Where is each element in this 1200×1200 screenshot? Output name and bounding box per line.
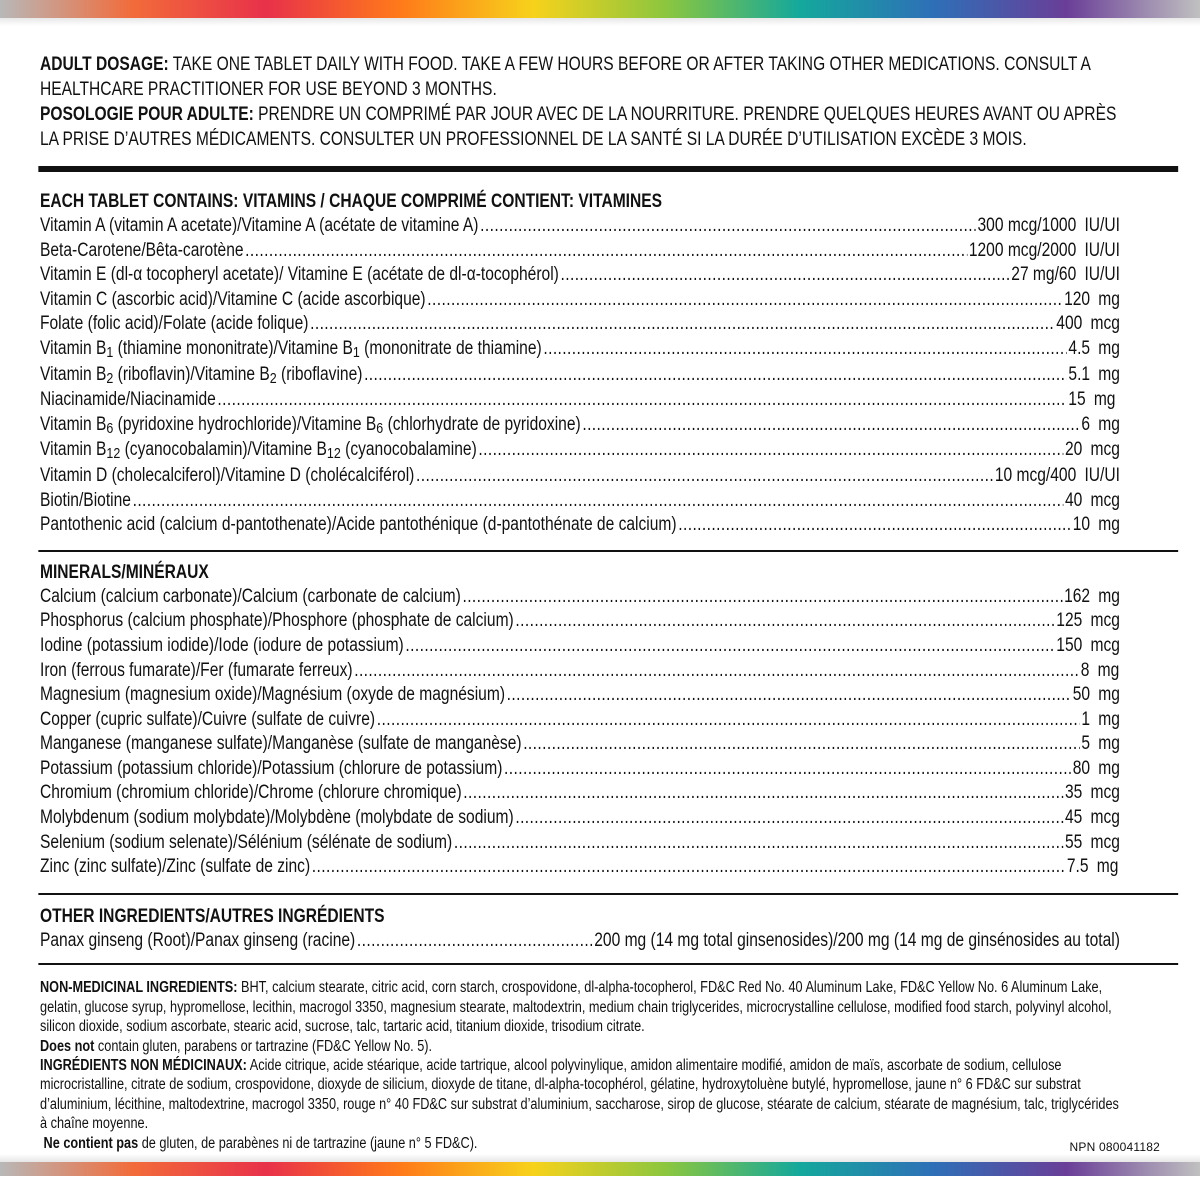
leader-dots: [543, 337, 1066, 362]
minerals-title: MINERALS/MINÉRAUX: [40, 561, 209, 583]
leader-dots: [515, 806, 1063, 831]
leader-dots: [507, 683, 1071, 708]
nonmed-en-free-label: Does not: [40, 1037, 95, 1055]
nutrient-label: Vitamin $B_{12}$ (cyanocobalamin)/Vitamine $B_{12}$ (cyanocobalamine): [40, 439, 477, 463]
leader-dots: [357, 929, 593, 954]
dosage-fr-label: POSOLOGIE POUR ADULTE:: [40, 104, 254, 125]
vitamin-row: [40, 239, 1120, 264]
nutrient-label: Iron (ferrous fumarate)/Fer (fumarate ferreux): [40, 659, 353, 681]
leader-dots: [312, 855, 1065, 880]
nonmed-fr-free-label: Ne contient pas: [43, 1134, 139, 1152]
vitamin-row: [40, 413, 1120, 439]
nonmed-fr-free-text: de gluten, de parabènes ni de tartrazine (jaune n° 5 FD&C).: [138, 1134, 478, 1152]
vitamin-row: [40, 513, 1120, 538]
nutrient-label: Copper (cupric sulfate)/Cuivre (sulfate de cuivre): [40, 708, 376, 730]
other-ingredient-label: Panax ginseng (Root)/Panax ginseng (racine): [40, 929, 356, 951]
leader-dots: [504, 757, 1071, 782]
nutrient-amount: 125: [1056, 610, 1083, 632]
leader-dots: [454, 831, 1063, 856]
non-medicinal-section: [40, 978, 1120, 1153]
dosage-section: [40, 52, 1120, 152]
nutrient-amount: 35: [1064, 782, 1083, 804]
other-ingredient-row: [40, 929, 1120, 954]
nutrient-label: Selenium (sodium selenate)/Sélénium (sélénate de sodium): [40, 831, 453, 853]
other-ingredients-title: OTHER INGREDIENTS/AUTRES INGRÉDIENTS: [40, 905, 385, 927]
rainbow-band-bottom: [0, 1162, 1200, 1176]
other-ingredient-amount: 200 mg (14 mg total ginsenosides)/200 mg (14 mg de ginsénosides au total): [594, 929, 1120, 951]
vitamins-title: EACH TABLET CONTAINS: VITAMINS / CHAQUE COMPRIMÉ CONTIENT: VITAMINES: [40, 191, 663, 212]
npn-number: NPN 080041182: [1069, 1140, 1160, 1154]
nutrient-unit: mg: [1093, 389, 1116, 411]
leader-dots: [678, 513, 1071, 538]
nutrient-unit: mcg: [1090, 610, 1120, 632]
minerals-list: [40, 585, 1120, 880]
nutrient-unit: mg: [1098, 585, 1120, 607]
nutrient-amount: 1: [1081, 708, 1091, 730]
nutrient-unit: mg: [1098, 708, 1120, 730]
nonmed-fr-text: Acide citrique, acide stéarique, acide tartrique, alcool polyvinylique, amidon alimentaire modifié, amidon de maïs, ascorbate de sodium, cellulose microcristalline, citrate de sodium, crospovidone, dioxyde de silicium, dioxyde de titane, dl-alpha-tocophérol, gélatine, hydroxytoluène butylé, hypromellose, jaune n° 6 FD&C sur substrat d’aluminium, lécithine, maltodextrine, macrogol 3350, rouge n° 40 FD&C sur substrat d’aluminium, saccharose, sirop de glucose, stéarate de calcium, stéarate de magnésium, talc, triglycérides à chaîne moyenne.: [40, 1057, 1119, 1133]
nutrient-amount: 162: [1064, 585, 1091, 607]
leader-dots: [560, 263, 1009, 288]
nutrient-amount: 40: [1064, 489, 1083, 511]
nutrient-amount: 15: [1068, 389, 1086, 411]
nutrient-amount: 27 mg/60: [1011, 264, 1077, 286]
nutrient-label: Potassium (potassium chloride)/Potassium (chlorure de potassium): [40, 757, 503, 779]
dosage-en: [40, 52, 1120, 102]
nutrient-unit: mg: [1098, 733, 1120, 755]
nonmed-fr: [40, 1056, 1120, 1134]
nutrient-unit: mcg: [1090, 831, 1120, 853]
nutrient-label: Magnesium (magnesium oxide)/Magnésium (oxyde de magnésium): [40, 684, 506, 706]
nutrient-amount: 5: [1081, 733, 1091, 755]
leader-dots: [310, 312, 1055, 337]
leader-dots: [478, 438, 1063, 463]
vitamin-row: [40, 438, 1120, 464]
nutrient-amount: 50: [1072, 684, 1091, 706]
nutrient-label: Phosphorus (calcium phosphate)/Phosphore (phosphate de calcium): [40, 610, 514, 632]
nutrient-unit: mg: [1096, 856, 1119, 878]
mineral-row: [40, 757, 1120, 782]
mineral-row: [40, 609, 1120, 634]
nutrient-amount: 20: [1064, 439, 1083, 461]
mineral-row: [40, 831, 1120, 856]
nutrient-unit: mg: [1097, 659, 1120, 681]
nutrient-label: Vitamin C (ascorbic acid)/Vitamine C (acide ascorbique): [40, 288, 426, 310]
dosage-fr: [40, 102, 1120, 152]
nutrient-amount: 400: [1056, 313, 1083, 335]
nutrient-label: Vitamin $B_1$ (thiamine mononitrate)/Vitamine $B_1$ (mononitrate de thiamine): [40, 337, 542, 361]
nutrient-unit: IU/UI: [1084, 264, 1120, 286]
leader-dots: [523, 732, 1080, 757]
nutrient-label: Vitamin $B_2$ (riboflavin)/Vitamine $B_2$ (riboflavine): [40, 363, 363, 387]
nutrient-label: Zinc (zinc sulfate)/Zinc (sulfate de zinc): [40, 856, 311, 878]
nutrient-unit: mg: [1098, 337, 1120, 359]
nutrient-amount: 10 mcg/400: [994, 464, 1077, 486]
leader-dots: [377, 708, 1080, 733]
mineral-row: [40, 585, 1120, 610]
nutrient-amount: 80: [1072, 757, 1091, 779]
nutrient-amount: 8: [1080, 659, 1090, 681]
nutrient-unit: IU/UI: [1084, 464, 1120, 486]
leader-dots: [416, 464, 993, 489]
band-top-shadow: [0, 18, 1200, 26]
mineral-row: [40, 781, 1120, 806]
nutrient-label: Chromium (chromium chloride)/Chrome (chlorure chromique): [40, 782, 462, 804]
nutrient-amount: 6: [1081, 413, 1091, 435]
leader-dots: [462, 585, 1062, 610]
leader-dots: [427, 288, 1062, 313]
dosage-en-label: ADULT DOSAGE:: [40, 54, 169, 75]
nutrient-label: Vitamin A (vitamin A acetate)/Vitamine A (acétate de vitamine A): [40, 215, 479, 236]
vitamin-row: [40, 388, 1120, 413]
nonmed-en: [40, 978, 1120, 1036]
vitamin-row: [40, 489, 1120, 514]
nonmed-fr-label: INGRÉDIENTS NON MÉDICINAUX:: [40, 1057, 247, 1075]
nonmed-en-text: BHT, calcium stearate, citric acid, corn starch, crospovidone, dl-alpha-tocopherol, FD&C Red No. 40 Aluminum Lake, FD&C Yellow No. 6 Aluminum Lake, gelatin, glucose syrup, hypromellose, lecithin, macrogol 3350, magnesium stearate, maltodextrin, medium chain triglycerides, microcrystalline cellulose, modified food starch, polyvinyl alcohol, silicon dioxide, sodium ascorbate, stearic acid, sucrose, talc, tartaric acid, titanium dioxide, trisodium citrate.: [40, 979, 1112, 1036]
nutrient-unit: mg: [1098, 514, 1120, 536]
mineral-row: [40, 683, 1120, 708]
nutrient-amount: 7.5: [1066, 856, 1089, 878]
vitamin-row: [40, 312, 1120, 337]
mineral-row: [40, 855, 1120, 880]
nutrient-unit: mg: [1098, 684, 1120, 706]
nutrient-label: Manganese (manganese sulfate)/Manganèse (sulfate de manganèse): [40, 733, 522, 755]
nutrient-label: Molybdenum (sodium molybdate)/Molybdène (molybdate de sodium): [40, 807, 514, 829]
label-content: [40, 52, 1120, 1153]
nutrient-unit: mcg: [1090, 489, 1120, 511]
nutrient-amount: 4.5: [1068, 337, 1091, 359]
vitamins-list: [40, 214, 1120, 538]
nutrient-unit: mcg: [1090, 807, 1120, 829]
nonmed-en-free-text: contain gluten, parabens or tartrazine (FD&C Yellow No. 5).: [94, 1037, 433, 1055]
vitamin-row: [40, 288, 1120, 313]
band-bottom-shadow: [0, 1154, 1200, 1162]
nutrient-label: Beta-Carotene/Bêta-carotène: [40, 239, 244, 261]
nutrient-unit: mg: [1098, 413, 1120, 435]
nutrient-unit: IU/UI: [1084, 239, 1120, 261]
nutrient-label: Vitamin E (dl-α tocopheryl acetate)/ Vitamine E (acétate de dl-α-tocophérol): [40, 264, 559, 286]
nutrient-unit: mcg: [1090, 313, 1120, 335]
nutrient-unit: IU/UI: [1084, 215, 1120, 236]
leader-dots: [405, 634, 1054, 659]
leader-dots: [245, 239, 967, 264]
nutrient-amount: 150: [1056, 634, 1083, 656]
mineral-row: [40, 708, 1120, 733]
nutrient-unit: mg: [1098, 288, 1120, 310]
nutrient-label: Folate (folic acid)/Folate (acide folique): [40, 313, 309, 335]
nutrient-label: Iodine (potassium iodide)/Iode (iodure de potassium): [40, 634, 404, 656]
mineral-row: [40, 806, 1120, 831]
leader-dots: [582, 413, 1079, 438]
vitamin-row: [40, 337, 1120, 363]
nutrient-label: Vitamin D (cholecalciferol)/Vitamine D (cholécalciférol): [40, 464, 415, 486]
nutrient-unit: mcg: [1090, 634, 1120, 656]
nutrient-label: Calcium (calcium carbonate)/Calcium (carbonate de calcium): [40, 585, 461, 607]
leader-dots: [354, 659, 1079, 684]
vitamin-row: [40, 464, 1120, 489]
mineral-row: [40, 659, 1120, 684]
rainbow-band-top: [0, 0, 1200, 18]
nutrient-label: Vitamin $B_6$ (pyridoxine hydrochloride)/Vitamine $B_6$ (chlorhydrate de pyridoxine): [40, 413, 581, 437]
dosage-fr-text: PRENDRE UN COMPRIMÉ PAR JOUR AVEC DE LA NOURRITURE. PRENDRE QUELQUES HEURES AVANT OU APRÈS LA PRISE D’AUTRES MÉDICAMENTS. CONSULTER UN PROFESSIONNEL DE LA SANTÉ SI LA DURÉE D’UTILISATION EXCÈDE 3 MOIS.: [40, 104, 1117, 150]
leader-dots: [364, 363, 1067, 388]
mineral-row: [40, 732, 1120, 757]
vitamin-row: [40, 363, 1120, 389]
nutrient-unit: mg: [1098, 363, 1120, 385]
nonmed-en-label: NON-MEDICINAL INGREDIENTS:: [40, 979, 238, 997]
nonmed-fr-free: [40, 1134, 1120, 1153]
nutrient-amount: 300 mcg/1000: [977, 215, 1077, 236]
leader-dots: [133, 489, 1064, 514]
vitamin-row: [40, 263, 1120, 288]
nutrient-amount: 55: [1064, 831, 1083, 853]
mineral-row: [40, 634, 1120, 659]
dosage-en-text: TAKE ONE TABLET DAILY WITH FOOD. TAKE A FEW HOURS BEFORE OR AFTER TAKING OTHER MEDICATIONS. CONSULT A HEALTHCARE PRACTITIONER FOR USE BEYOND 3 MONTHS.: [40, 54, 1091, 100]
nutrient-label: Niacinamide/Niacinamide: [40, 389, 216, 411]
nutrient-amount: 1200 mcg/2000: [968, 239, 1077, 261]
nonmed-en-free: [40, 1037, 1120, 1056]
nutrient-label: Biotin/Biotine: [40, 489, 131, 511]
nutrient-amount: 120: [1064, 288, 1091, 310]
nutrient-unit: mcg: [1090, 782, 1120, 804]
leader-dots: [515, 609, 1054, 634]
nutrient-label: Pantothenic acid (calcium d-pantothenate)/Acide pantothénique (d-pantothénate de calcium): [40, 514, 677, 536]
nutrient-amount: 5.1: [1068, 363, 1091, 385]
leader-dots: [217, 388, 1066, 413]
leader-dots: [463, 781, 1063, 806]
nutrient-amount: 10: [1072, 514, 1091, 536]
nutrient-amount: 45: [1064, 807, 1083, 829]
vitamin-row: [40, 214, 1120, 239]
nutrient-unit: mcg: [1090, 439, 1120, 461]
leader-dots: [480, 214, 976, 239]
nutrient-unit: mg: [1098, 757, 1120, 779]
